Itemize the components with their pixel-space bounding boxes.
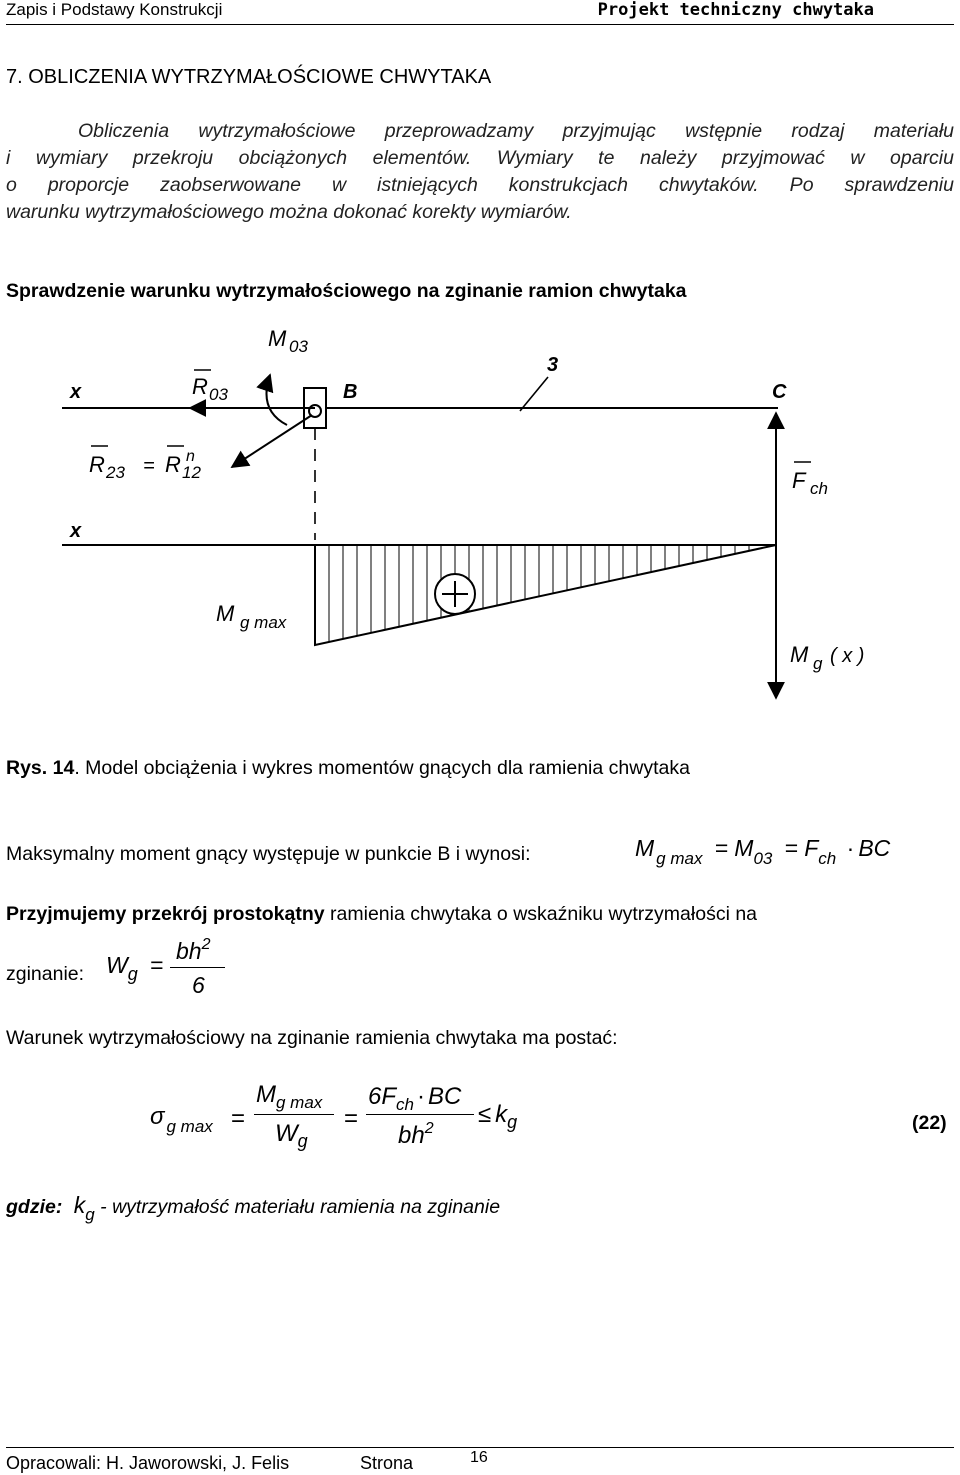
wg-symbol: [106, 952, 164, 984]
m03-moment-arc: [266, 375, 287, 425]
cf-den2: [398, 1122, 434, 1150]
label-fch-sub: ch: [810, 479, 828, 498]
header-right: Projekt techniczny chwytaka: [597, 0, 874, 20]
label-mgx-sub: g: [813, 654, 823, 673]
where-k: k: [73, 1192, 86, 1218]
wg-num: bh: [176, 938, 202, 964]
cf-den2-bh: bh: [398, 1122, 425, 1149]
subsection-title: Sprawdzenie warunku wytrzymałościowego na zginanie ramion chwytaka: [6, 280, 687, 302]
wg-numerator: [176, 938, 211, 965]
cf-den1-w: W: [275, 1120, 298, 1147]
mf-eq2: =: [784, 835, 799, 861]
mf-m: M: [635, 835, 655, 861]
cf-k: k: [495, 1101, 508, 1128]
label-b: B: [343, 381, 358, 403]
cf-num2-dot: ·: [416, 1083, 425, 1110]
mf-eq1: =: [714, 835, 729, 861]
intro-paragraph: [6, 118, 954, 226]
cf-fraction-bar-1: [254, 1114, 334, 1115]
where-k-sub: g: [85, 1205, 95, 1224]
label-part-3: 3: [547, 354, 559, 376]
cf-den1: [275, 1120, 308, 1151]
where-line: [6, 1192, 501, 1224]
header-left: Zapis i Podstawy Konstrukcji: [6, 0, 223, 19]
mf-bc: BC: [858, 835, 891, 861]
cf-fraction-bar-2: [366, 1114, 474, 1115]
label-r03: R: [192, 374, 208, 399]
cf-eq1: =: [231, 1105, 246, 1132]
section-modulus-rest: ramienia chwytaka o wskaźniku wytrzymałości na: [324, 903, 758, 925]
label-mgmax-sub: g max: [240, 613, 287, 632]
where-label: gdzie:: [6, 1196, 63, 1218]
label-r12-sup: n: [186, 448, 195, 465]
mf-03: 03: [753, 849, 773, 868]
cf-num2: [368, 1083, 462, 1114]
cf-num1: [256, 1081, 323, 1112]
max-moment-formula: [635, 835, 891, 868]
cf-eq2: =: [344, 1105, 359, 1132]
label-m03: M: [268, 326, 287, 351]
cf-num2-6f: 6F: [368, 1083, 397, 1110]
max-moment-text: Maksymalny moment gnący występuje w punkcie B i wynosi:: [6, 843, 531, 865]
wg-w: W: [106, 952, 128, 978]
wg-fraction-bar: [170, 967, 225, 968]
label-r23-sub: 23: [106, 463, 125, 482]
cf-sigma: [150, 1103, 213, 1136]
caption-text: . Model obciążenia i wykres momentów gnących dla ramienia chwytaka: [74, 757, 690, 779]
intro-line: o proporcje zaobserwowane w istniejących konstrukcjach chwytaków. Po sprawdzeniu: [6, 174, 954, 196]
cf-num1-sub: g max: [276, 1093, 323, 1112]
cf-num1-m: M: [256, 1081, 276, 1108]
equation-number: (22): [912, 1112, 947, 1134]
cf-k-sub: g: [507, 1112, 518, 1132]
r23-force-arrow: [232, 415, 312, 467]
cf-num2-sub: ch: [396, 1095, 414, 1114]
label-r12-sub: 12: [182, 463, 201, 482]
cf-num2-bc: BC: [427, 1083, 462, 1110]
caption-number: Rys. 14: [6, 757, 75, 779]
label-c: C: [772, 381, 787, 403]
load-moment-diagram: [0, 315, 960, 725]
section-modulus-text: [6, 903, 757, 926]
figure-caption: [6, 757, 690, 780]
label-x-top: x: [70, 381, 82, 403]
intro-line: Obliczenia wytrzymałościowe przeprowadzamy przyjmując wstępnie rodzaj materiału: [78, 120, 954, 142]
cf-sigma-sym: σ: [150, 1103, 165, 1130]
wg-eq: =: [150, 952, 164, 978]
mf-ch: ch: [818, 849, 837, 868]
label-r03-sub: 03: [209, 385, 228, 404]
section-modulus-label: zginanie:: [6, 963, 85, 985]
mf-gmax: g max: [656, 849, 703, 868]
part-3-leader: [520, 377, 548, 411]
footer-page-label: Strona: [360, 1453, 414, 1473]
where-text: - wytrzymałość materiału ramienia na zginanie: [94, 1196, 501, 1218]
wg-denominator: 6: [192, 972, 205, 998]
intro-line: warunku wytrzymałościowego można dokonać korekty wymiarów.: [6, 201, 572, 223]
cf-leq-k: [478, 1101, 518, 1132]
mf-m03: M: [734, 835, 754, 861]
footer-authors: Opracowali: H. Jaworowski, J. Felis: [6, 1453, 290, 1473]
label-r23: R: [89, 452, 105, 477]
label-mgx: M: [790, 642, 809, 667]
mf-f: F: [804, 835, 819, 861]
section-modulus-bold: Przyjmujemy przekrój prostokątny: [6, 903, 325, 925]
label-fch: F: [792, 468, 806, 493]
label-r12: R: [165, 452, 181, 477]
label-eq: =: [143, 455, 155, 477]
cf-leq: ≤: [478, 1101, 492, 1128]
label-x-bottom: x: [70, 520, 82, 542]
cf-den1-sub: g: [297, 1131, 308, 1151]
cf-sigma-sub: g max: [166, 1117, 213, 1136]
label-m03-sub: 03: [289, 337, 308, 356]
header-rule: [6, 24, 954, 25]
moment-triangle: [315, 545, 776, 645]
label-mgx-arg: ( x ): [830, 645, 865, 667]
footer-rule: [6, 1447, 954, 1448]
intro-line: i wymiary przekroju obciążonych elementów. Wymiary te należy przyjmować w oparciu: [6, 147, 954, 169]
wg-num-sup: 2: [201, 936, 211, 953]
label-mgmax: M: [216, 601, 235, 626]
wg-g: g: [127, 964, 138, 984]
footer-page-number: 16: [470, 1449, 488, 1466]
cf-den2-sup: 2: [424, 1120, 434, 1137]
section-title: 7. OBLICZENIA WYTRZYMAŁOŚCIOWE CHWYTAKA: [6, 66, 492, 88]
condition-text: Warunek wytrzymałościowy na zginanie ramienia chwytaka ma postać:: [6, 1027, 618, 1049]
mf-dot: ·: [846, 835, 855, 861]
